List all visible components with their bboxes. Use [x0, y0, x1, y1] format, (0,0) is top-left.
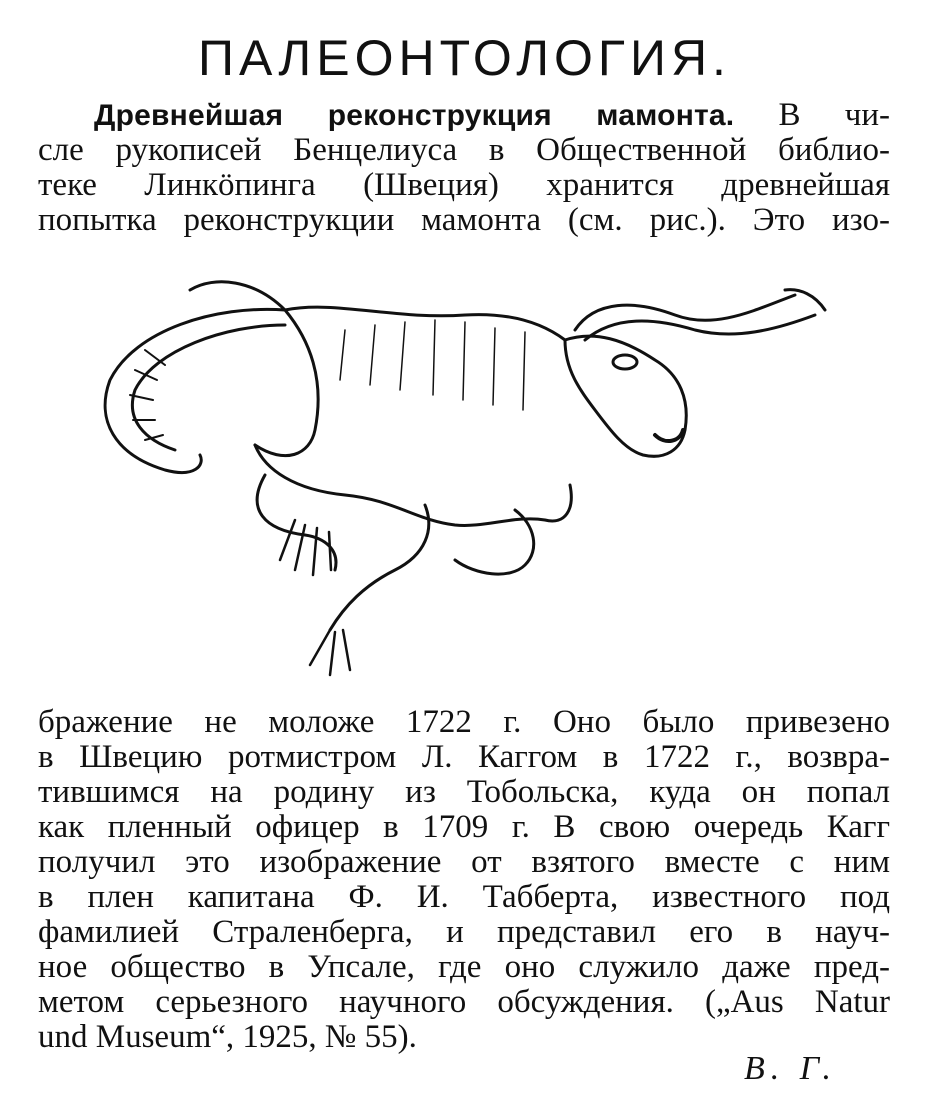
section-heading: ПАЛЕОНТОЛОГИЯ. [198, 30, 731, 86]
fore-leg [330, 505, 429, 630]
article-line: в плен капитана Ф. И. Табберта, известного под [38, 879, 890, 915]
article-first-line [38, 98, 890, 133]
article-line: метом серьезного научного обсуждения. („Aus Natur [38, 984, 890, 1020]
article-text-bottom [38, 705, 890, 1055]
trunk-loop-inner [132, 325, 285, 450]
article-line-last: und Museum“, 1925, № 55). [38, 1019, 417, 1055]
article-line: получил это изображение от взятого вместе с ним [38, 844, 890, 880]
article-text-top [38, 98, 890, 238]
article-line: как пленный офицер в 1709 г. В свою очередь Кагг [38, 809, 890, 845]
horn-right [575, 295, 795, 330]
article-line: бражение не моложе 1722 г. Оно было привезено [38, 704, 890, 740]
article-line: в Швецию ротмистром Л. Каггом в 1722 г., возвра- [38, 739, 890, 775]
article-line: ное общество в Упсале, где оно служило даже пред- [38, 949, 890, 985]
article-line: теке Линкöпинга (Швеция) хранится древнейшая [38, 167, 890, 203]
article-line: попытка реконструкции мамонта (см. рис.). Это изо- [38, 202, 890, 238]
mammoth-reconstruction-illustration [95, 270, 835, 690]
article-line: фамилией Страленберга, и представил его в науч- [38, 914, 890, 950]
shoulder-contour [255, 310, 318, 456]
body-back [285, 307, 565, 340]
article-line: В чи- [734, 97, 890, 133]
article-line: сле рукописей Бенцелиуса в Общественной библио- [38, 132, 890, 168]
article-line: тившимся на родину из Тобольска, куда он попал [38, 774, 890, 810]
eye [613, 355, 637, 369]
body-belly [255, 445, 571, 525]
hind-leg [257, 475, 336, 570]
author-signature: В. Г. [743, 1050, 837, 1087]
article-title: Древнейшая реконструкция мамонта. [94, 99, 735, 132]
